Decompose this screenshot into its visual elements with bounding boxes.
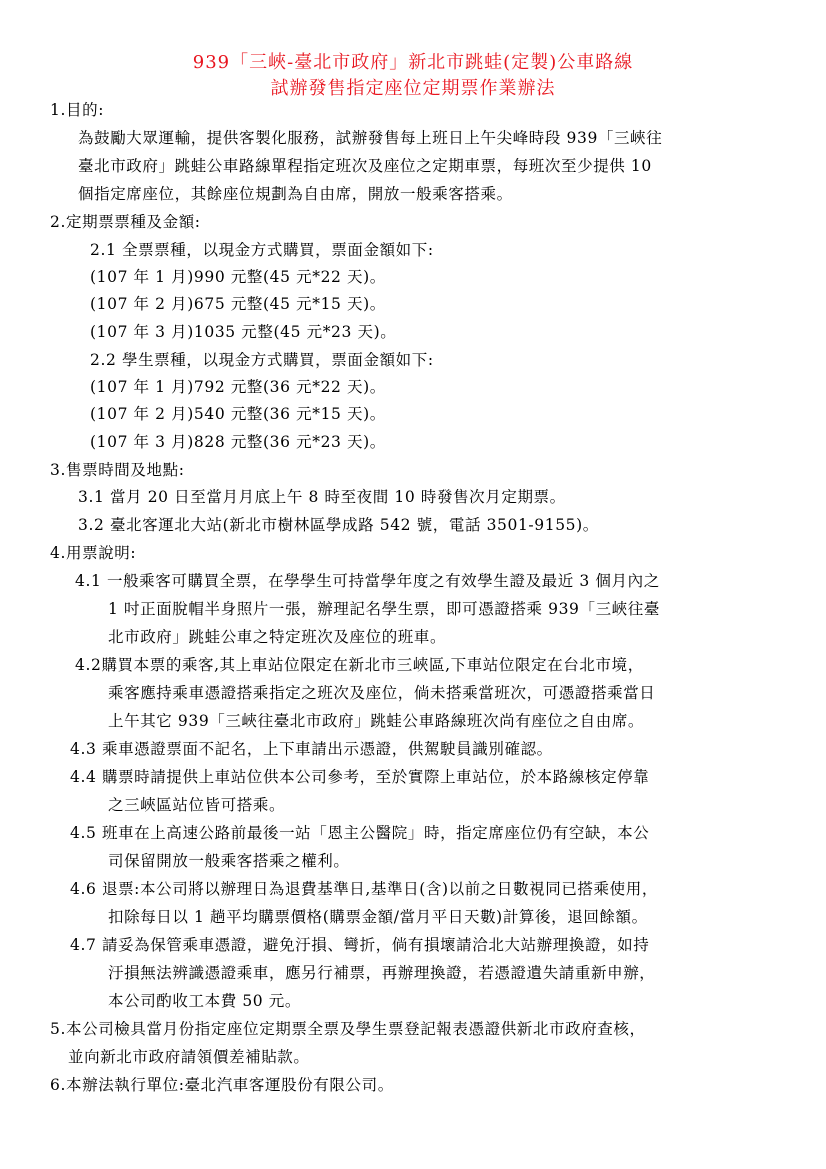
section-4-line: 4.2購買本票的乘客,其上車站位限定在新北市三峽區,下車站位限定在台北市境， xyxy=(75,656,644,674)
section-4-line: 汙損無法辨識憑證乘車，應另行補票，再辦理換證，若憑證遺失請重新申辦， xyxy=(108,964,656,982)
section-1-line: 個指定席座位，其餘座位規劃為自由席，開放一般乘客搭乘。 xyxy=(78,185,513,203)
section-2-line: 2.1 全票票種，以現金方式購買，票面金額如下: xyxy=(90,241,434,259)
section-4-line: 1 吋正面脫帽半身照片一張，辦理記名學生票，即可憑證搭乘 939「三峽往臺 xyxy=(108,600,661,618)
section-2-line: (107 年 3 月)828 元整(36 元*23 天)。 xyxy=(90,433,386,451)
section-1-line: 臺北市政府」跳蛙公車路線單程指定班次及座位之定期車票，每班次至少提供 10 xyxy=(78,157,652,175)
document-title-line-2: 試辦發售指定座位定期票作業辦法 xyxy=(270,78,556,99)
section-4-line: 司保留開放一般乘客搭乘之權利。 xyxy=(108,852,350,870)
section-2-line: 2.2 學生票種，以現金方式購買，票面金額如下: xyxy=(90,351,434,369)
section-5-line: 並向新北市政府請領價差補貼款。 xyxy=(68,1048,310,1066)
section-2-line: (107 年 1 月)792 元整(36 元*22 天)。 xyxy=(90,378,386,396)
section-6-heading: 6.本辦法執行單位:臺北汽車客運股份有限公司。 xyxy=(50,1076,394,1094)
section-4-line: 4.6 退票:本公司將以辦理日為退費基準日,基準日(含)以前之日數視同已搭乘使用， xyxy=(70,880,658,898)
document-title-line-1: 939「三峽-臺北市政府」新北市跳蛙(定製)公車路線 xyxy=(192,52,634,73)
section-4-line: 4.4 購票時請提供上車站位供本公司參考，至於實際上車站位，於本路線核定停靠 xyxy=(70,768,650,786)
section-4-heading: 4.用票說明: xyxy=(50,544,137,562)
section-2-line: (107 年 1 月)990 元整(45 元*22 天)。 xyxy=(90,268,386,286)
section-5-heading: 5.本公司檢具當月份指定座位定期票全票及學生票登記報表憑證供新北市政府查核， xyxy=(50,1020,646,1038)
section-3-line: 3.1 當月 20 日至當月月底上午 8 時至夜間 10 時發售次月定期票。 xyxy=(78,488,566,506)
section-4-line: 之三峽區站位皆可搭乘。 xyxy=(108,796,286,814)
section-4-line: 北市政府」跳蛙公車之特定班次及座位的班車。 xyxy=(108,628,447,646)
section-4-line: 乘客應持乘車憑證搭乘指定之班次及座位，倘未搭乘當班次，可憑證搭乘當日 xyxy=(108,684,656,702)
section-2-line: (107 年 3 月)1035 元整(45 元*23 天)。 xyxy=(90,323,397,341)
section-2-line: (107 年 2 月)675 元整(45 元*15 天)。 xyxy=(90,295,386,313)
section-1-line: 為鼓勵大眾運輸，提供客製化服務，試辦發售每上班日上午尖峰時段 939「三峽往 xyxy=(78,129,663,147)
section-4-line: 上午其它 939「三峽往臺北市政府」跳蛙公車路線班次尚有座位之自由席。 xyxy=(108,712,645,730)
section-2-heading: 2.定期票票種及金額: xyxy=(50,213,201,231)
section-4-line: 4.1 一般乘客可購買全票，在學學生可持當學年度之有效學生證及最近 3 個月內之 xyxy=(75,572,660,590)
section-1-heading: 1.目的: xyxy=(50,101,105,119)
section-4-line: 扣除每日以 1 趟平均購票價格(購票金額/當月平日天數)計算後，退回餘額。 xyxy=(108,908,648,926)
section-4-line: 本公司酌收工本費 50 元。 xyxy=(108,992,301,1010)
section-3-line: 3.2 臺北客運北大站(新北市樹林區學成路 542 號，電話 3501-9155)。 xyxy=(78,516,599,534)
section-2-line: (107 年 2 月)540 元整(36 元*15 天)。 xyxy=(90,405,386,423)
section-4-line: 4.5 班車在上高速公路前最後一站「恩主公醫院」時，指定席座位仍有空缺，本公 xyxy=(70,824,650,842)
section-4-line: 4.7 請妥為保管乘車憑證，避免汙損、彎折，倘有損壞請洽北大站辦理換證，如持 xyxy=(70,936,650,954)
section-3-heading: 3.售票時間及地點: xyxy=(50,461,185,479)
section-4-line: 4.3 乘車憑證票面不記名，上下車請出示憑證，供駕駛員識別確認。 xyxy=(70,740,553,758)
